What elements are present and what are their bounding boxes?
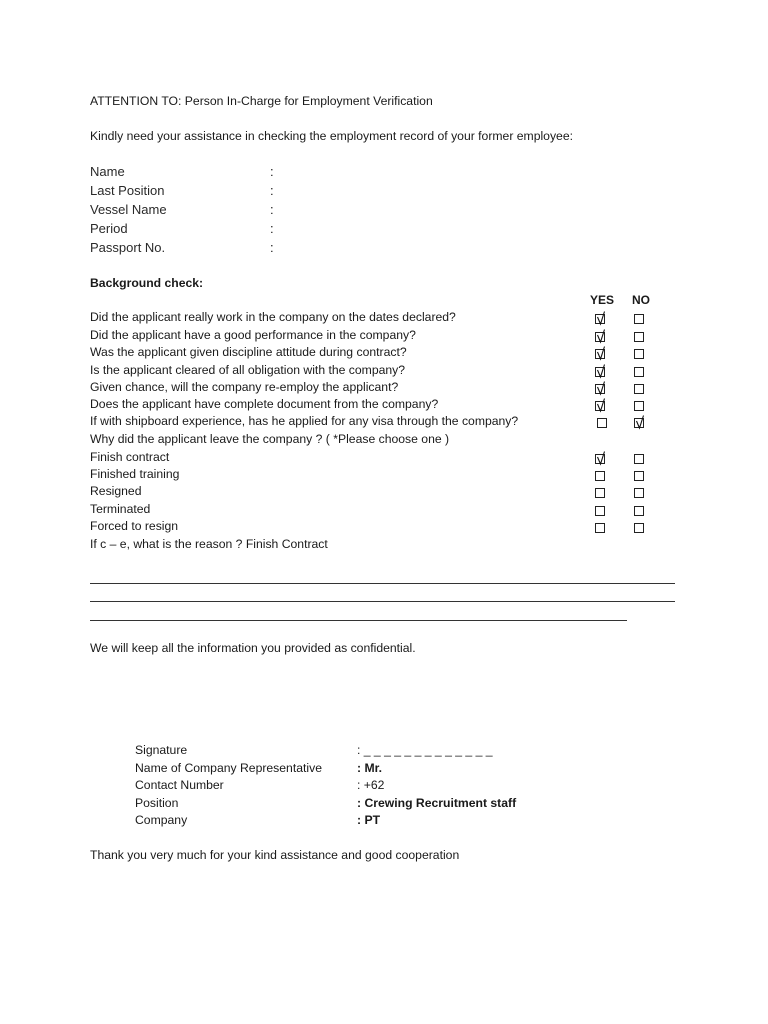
signature-field-label: Contact Number: [135, 778, 224, 792]
reason-option: Resigned: [90, 484, 142, 498]
checkbox[interactable]: [634, 384, 644, 394]
checked-checkbox[interactable]: [595, 384, 605, 394]
field-colon: :: [270, 240, 274, 255]
question-text: If with shipboard experience, has he applied for any visa through the company?: [90, 414, 519, 428]
question-text: Given chance, will the company re-employ the applicant?: [90, 380, 399, 394]
field-colon: :: [270, 183, 274, 198]
yes-column-header: YES: [590, 293, 615, 307]
checkbox[interactable]: [634, 471, 644, 481]
field-label: Last Position: [90, 183, 165, 198]
checkbox[interactable]: [634, 332, 644, 342]
reason-option: Finish contract: [90, 450, 170, 464]
reason-option: Terminated: [90, 502, 151, 516]
question-text: Does the applicant have complete document from the company?: [90, 397, 439, 411]
checkbox[interactable]: [634, 506, 644, 516]
checked-checkbox[interactable]: [595, 401, 605, 411]
attention-line: ATTENTION TO: Person In-Charge for Employment Verification: [90, 94, 433, 108]
no-column-header: NO: [632, 293, 650, 307]
confidential-note: We will keep all the information you provided as confidential.: [90, 641, 416, 655]
checkbox[interactable]: [634, 401, 644, 411]
answer-line[interactable]: [90, 583, 675, 584]
checked-checkbox[interactable]: [595, 454, 605, 464]
checkmark-icon: [635, 415, 645, 429]
field-label: Vessel Name: [90, 202, 167, 217]
checkbox[interactable]: [634, 367, 644, 377]
signature-field-value[interactable]: : _ _ _ _ _ _ _ _ _ _ _ _ _: [357, 743, 493, 757]
checked-checkbox[interactable]: [595, 314, 605, 324]
field-label: Name: [90, 164, 125, 179]
checkmark-icon: [596, 311, 606, 325]
field-colon: :: [270, 164, 274, 179]
checkbox[interactable]: [634, 523, 644, 533]
signature-field-value: : Mr.: [357, 761, 383, 775]
reason-question: Why did the applicant leave the company ? ( *Please choose one ): [90, 432, 450, 446]
checkbox[interactable]: [634, 349, 644, 359]
checkbox[interactable]: [634, 488, 644, 498]
checkbox[interactable]: [595, 471, 605, 481]
checked-checkbox[interactable]: [634, 418, 644, 428]
checkmark-icon: [596, 346, 606, 360]
reason-option: Forced to resign: [90, 519, 179, 533]
field-colon: :: [270, 202, 274, 217]
signature-field-value: : PT: [357, 813, 381, 827]
checkmark-icon: [596, 364, 606, 378]
checkmark-icon: [596, 381, 606, 395]
question-text: Is the applicant cleared of all obligation with the company?: [90, 363, 406, 377]
checked-checkbox[interactable]: [595, 349, 605, 359]
background-check-title: Background check:: [90, 276, 204, 290]
field-label: Passport No.: [90, 240, 166, 255]
checkmark-icon: [596, 451, 606, 465]
checkbox[interactable]: [597, 418, 607, 428]
checkmark-icon: [596, 398, 606, 412]
signature-field-value: : Crewing Recruitment staff: [357, 796, 517, 810]
checkmark-icon: [596, 329, 606, 343]
reason-option: Finished training: [90, 467, 180, 481]
question-text: Did the applicant really work in the company on the dates declared?: [90, 310, 456, 324]
answer-line[interactable]: [90, 620, 627, 621]
field-label: Period: [90, 221, 128, 236]
signature-field-label: Company: [135, 813, 188, 827]
field-colon: :: [270, 221, 274, 236]
checkbox[interactable]: [595, 506, 605, 516]
checked-checkbox[interactable]: [595, 332, 605, 342]
signature-field-value: : +62: [357, 778, 385, 792]
signature-field-label: Position: [135, 796, 179, 810]
checkbox[interactable]: [595, 488, 605, 498]
checkbox[interactable]: [634, 314, 644, 324]
signature-field-label: Signature: [135, 743, 188, 757]
checkbox[interactable]: [595, 523, 605, 533]
question-text: Did the applicant have a good performance in the company?: [90, 328, 416, 342]
answer-line[interactable]: [90, 601, 675, 602]
signature-field-label: Name of Company Representative: [135, 761, 322, 775]
intro-text: Kindly need your assistance in checking the employment record of your former employee:: [90, 129, 574, 143]
checked-checkbox[interactable]: [595, 367, 605, 377]
reason-followup: If c – e, what is the reason ? Finish Contract: [90, 537, 328, 551]
question-text: Was the applicant given discipline attitude during contract?: [90, 345, 407, 359]
thanks-note: Thank you very much for your kind assistance and good cooperation: [90, 848, 460, 862]
checkbox[interactable]: [634, 454, 644, 464]
